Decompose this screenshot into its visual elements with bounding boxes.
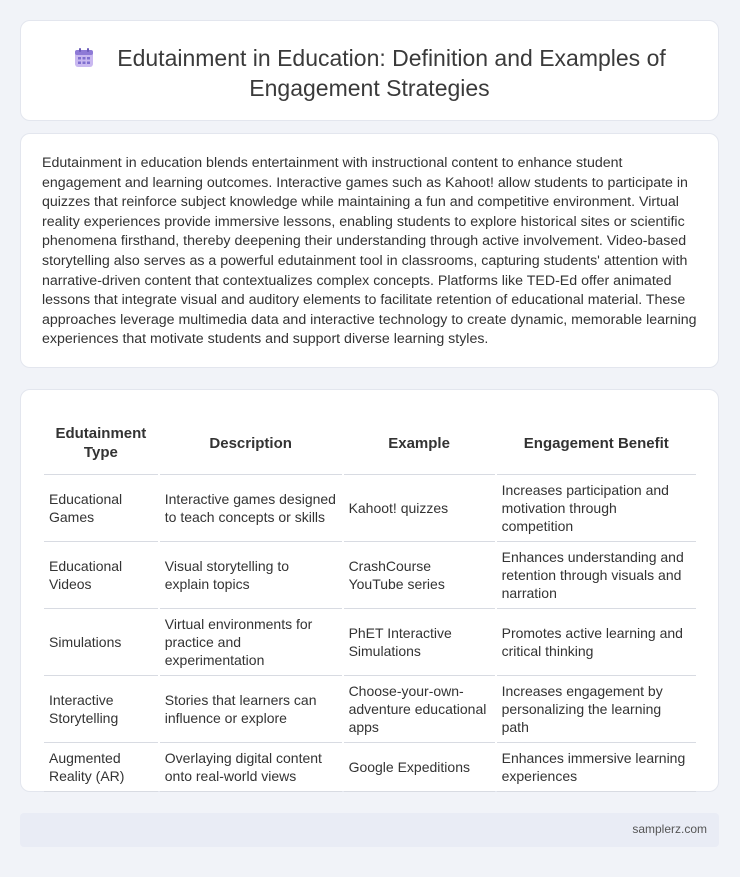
header-description: Description — [160, 411, 342, 475]
table-card — [20, 389, 719, 792]
table-row — [44, 743, 696, 792]
page-title — [51, 43, 688, 103]
cell-type: Educational Videos — [44, 542, 158, 609]
cell-example: CrashCourse YouTube series — [344, 542, 495, 609]
cell-example: PhET Interactive Simulations — [344, 609, 495, 676]
table-row — [44, 475, 696, 542]
table-header-row — [44, 411, 696, 475]
cell-type: Simulations — [44, 609, 158, 676]
cell-benefit: Enhances immersive learning experiences — [497, 743, 696, 792]
cell-benefit: Increases engagement by personalizing the learning path — [497, 676, 696, 743]
header-example: Example — [344, 411, 495, 475]
cell-description: Overlaying digital content onto real-world views — [160, 743, 342, 792]
cell-benefit: Increases participation and motivation through competition — [497, 475, 696, 542]
table-row — [44, 609, 696, 676]
cell-description: Virtual environments for practice and experimentation — [160, 609, 342, 676]
edutainment-table — [42, 411, 698, 792]
intro-card — [20, 133, 719, 368]
cell-type: Interactive Storytelling — [44, 676, 158, 743]
cell-description: Stories that learners can influence or explore — [160, 676, 342, 743]
header-type: Edutainment Type — [44, 411, 158, 475]
cell-type: Augmented Reality (AR) — [44, 743, 158, 792]
table-row — [44, 676, 696, 743]
table-row — [44, 542, 696, 609]
intro-paragraph: Edutainment in education blends entertainment with instructional content to enhance student engagement and learning outcomes. Interactive games such as Kahoot! allow students to participate in quizzes that reinforce subject knowledge while maintaining a fun and competitive environment. Virtual reality experiences provide immersive lessons, enabling students to explore historical sites or scientific phenomena firsthand, thereby deepening their understanding through active involvement. Video-based storytelling also serves as a powerful edutainment tool in classrooms, capturing students' attention with narrative-driven content that contextualizes complex concepts. Platforms like TED-Ed offer animated lessons that integrate visual and auditory elements to facilitate retention of educational material. These approaches leverage multimedia data and interactive technology to create dynamic, memorable learning experiences that motivate students and support diverse learning styles. — [42, 155, 697, 348]
cell-benefit: Promotes active learning and critical thinking — [497, 609, 696, 676]
title-card — [20, 20, 719, 121]
header-benefit: Engagement Benefit — [497, 411, 696, 475]
cell-description: Visual storytelling to explain topics — [160, 542, 342, 609]
footer-site-link[interactable]: samplerz.com — [632, 822, 707, 836]
cell-description: Interactive games designed to teach concepts or skills — [160, 475, 342, 542]
cell-benefit: Enhances understanding and retention through visuals and narration — [497, 542, 696, 609]
calendar-icon — [73, 47, 95, 69]
cell-example: Choose-your-own-adventure educational apps — [344, 676, 495, 743]
footer — [20, 813, 719, 847]
page-title-text: Edutainment in Education: Definition and Examples of Engagement Strategies — [117, 45, 666, 101]
cell-example: Kahoot! quizzes — [344, 475, 495, 542]
cell-example: Google Expeditions — [344, 743, 495, 792]
cell-type: Educational Games — [44, 475, 158, 542]
